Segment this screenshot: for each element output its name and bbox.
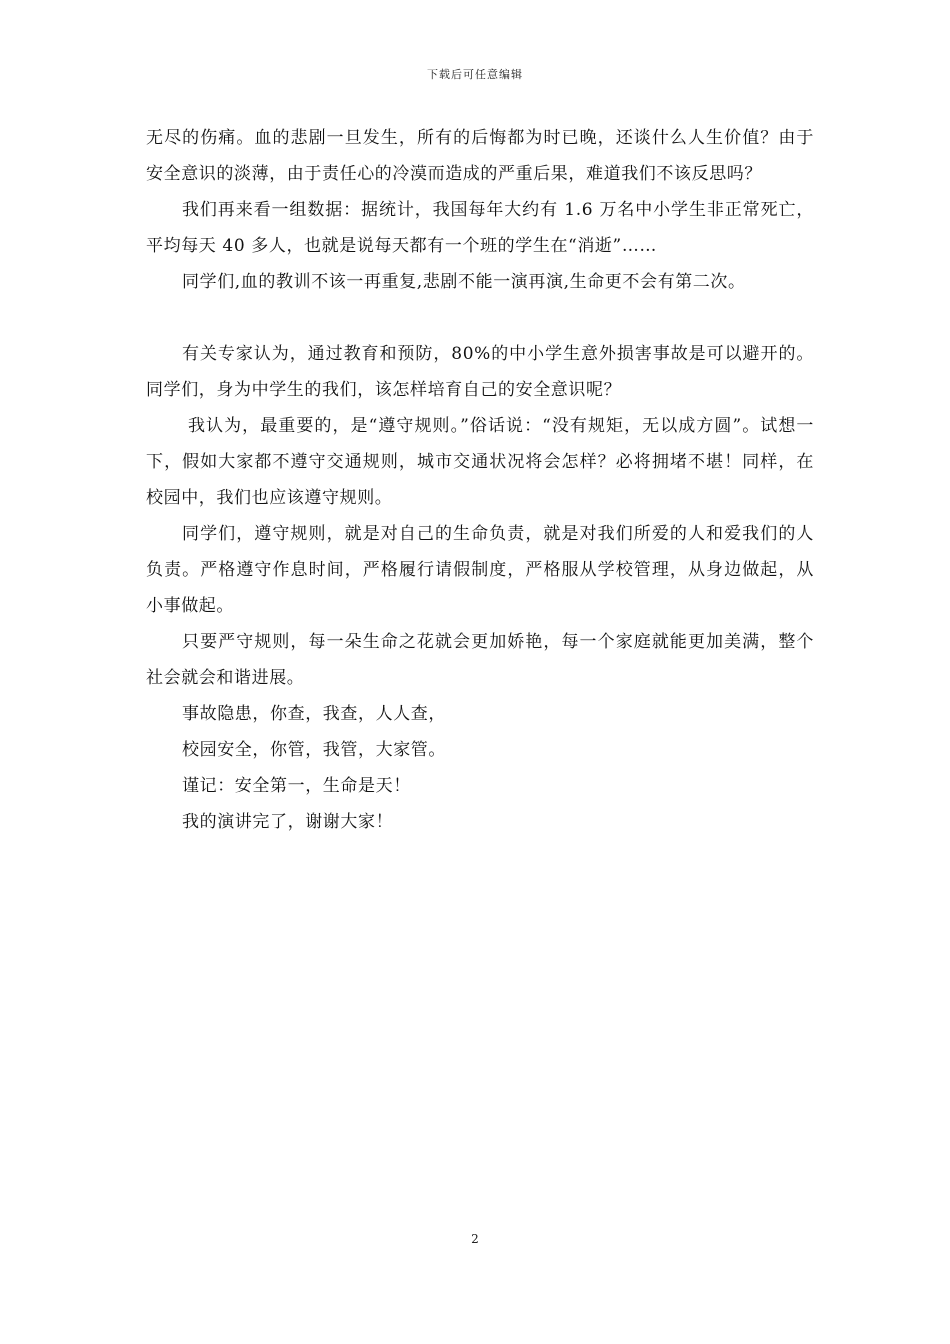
paragraph-responsibility: 同学们，遵守规则，就是对自己的生命负责，就是对我们所爱的人和爱我们的人负责。严格遵守作息时间，严格履行请假制度，严格服从学校管理，从身边做起，从小事做起。 bbox=[146, 524, 814, 616]
paragraph-harmony: 只要严守规则，每一朵生命之花就会更加娇艳，每一个家庭就能更加美满，整个社会就会和谐进展。 bbox=[146, 632, 814, 688]
slogan-line-safety: 校园安全，你管，我管，大家管。 bbox=[182, 740, 446, 760]
blank-line bbox=[146, 300, 814, 336]
paragraph-statistics: 我们再来看一组数据：据统计，我国每年大约有 1.6 万名中小学生非正常死亡，平均每天 40 多人，也就是说每天都有一个班的学生在“消逝”…… bbox=[146, 200, 814, 256]
paragraph-expert-opinion: 有关专家认为，通过教育和预防，80%的中小学生意外损害事故是可以避开的。同学们，身为中学生的我们，该怎样培育自己的安全意识呢？ bbox=[146, 344, 814, 400]
paragraph-lesson: 同学们,血的教训不该一再重复,悲剧不能一演再演,生命更不会有第二次。 bbox=[182, 272, 746, 292]
page-number: 2 bbox=[471, 1232, 479, 1246]
slogan-line-remember: 谨记：安全第一，生命是天！ bbox=[182, 776, 411, 796]
closing-line: 我的演讲完了，谢谢大家！ bbox=[182, 812, 394, 832]
document-body bbox=[146, 120, 814, 840]
paragraph-obey-rules: 我认为，最重要的，是“遵守规则。”俗话说：“没有规矩，无以成方圆”。试想一下，假如大家都不遵守交通规则，城市交通状况将会怎样？必将拥堵不堪！同样，在校园中，我们也应该遵守规则。 bbox=[146, 416, 814, 508]
slogan-line-hazards: 事故隐患，你查，我查，人人查， bbox=[182, 704, 446, 724]
paragraph-continuation: 无尽的伤痛。血的悲剧一旦发生，所有的后悔都为时已晚，还谈什么人生价值？由于安全意识的淡薄，由于责任心的冷漠而造成的严重后果，难道我们不该反思吗？ bbox=[146, 128, 814, 184]
page-header-note: 下载后可任意编辑 bbox=[427, 68, 523, 81]
